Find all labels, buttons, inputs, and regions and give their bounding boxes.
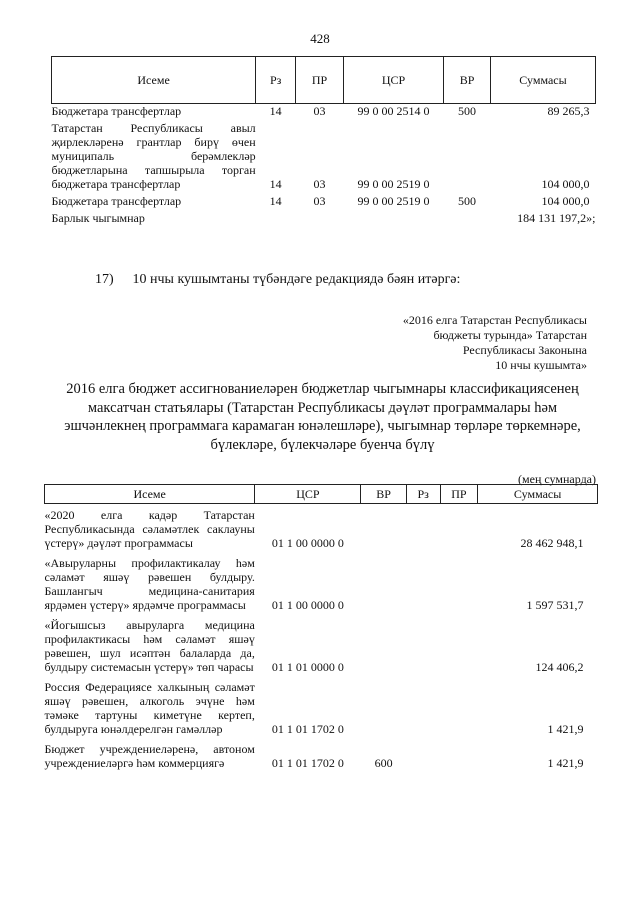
row-name: «Авыруларны профилактикалау һәм сәламәт яшәү рәвешен булдыру. Башлангыч медицина-санитария ярдәмен үстерү» ярдәмче программасы — [44, 556, 255, 612]
col-header-pr: ПР — [296, 57, 344, 104]
page-number: 428 — [310, 31, 330, 46]
row-sum: 104 000,0 — [541, 194, 590, 208]
row-name: Татарстан Республикасы авыл җирлекләренә грантлар бирү өчен муниципаль берәмлекләр бюджетларына тапшырыла торган бюджетара трансфертлар — [51, 121, 256, 191]
table-annex-10 — [44, 484, 598, 772]
row-rz — [256, 208, 296, 225]
col-header-rz: Рз — [256, 57, 296, 104]
table-row — [52, 104, 596, 119]
row-csr: 99 0 00 2519 0 — [357, 194, 430, 208]
units-note: (мең сумнарда) — [518, 472, 596, 486]
item-text: 10 нчы кушымтаны түбәндәге редакциядә бәян итәргә: — [132, 272, 461, 287]
row-name: Бюджет учреждениеләренә, автоном учреждениеләргә һәм коммерциягә — [44, 742, 255, 770]
row-sum: 1 421,9 — [547, 756, 584, 770]
table-row — [45, 676, 598, 738]
col-header-sum: Суммасы — [478, 485, 598, 504]
row-sum: 124 406,2 — [535, 660, 584, 674]
row-sum: 89 265,3 — [547, 104, 590, 118]
row-vr: 500 — [458, 194, 477, 208]
row-name: Бюджетара трансфертлар — [51, 104, 182, 118]
row-vr — [361, 676, 406, 738]
annex-line: «2016 елга Татарстан Республикасы — [402, 313, 587, 327]
table-row — [45, 504, 598, 553]
row-csr: 99 0 00 2519 0 — [357, 177, 430, 191]
row-sum: 28 462 948,1 — [520, 536, 584, 550]
row-vr: 500 — [458, 104, 477, 118]
row-csr: 01 1 00 0000 0 — [271, 536, 344, 550]
row-vr: 600 — [374, 756, 393, 770]
document-title — [50, 380, 595, 454]
row-name: Бюджетара трансфертлар — [51, 194, 182, 208]
row-pr — [296, 208, 344, 225]
annex-line: 10 нчы кушымта» — [495, 358, 587, 372]
table-row — [45, 738, 598, 772]
row-csr: 01 1 01 1702 0 — [271, 722, 344, 736]
item-number: 17) — [95, 272, 114, 287]
row-rz: 14 — [269, 177, 282, 191]
row-rz: 14 — [269, 194, 282, 208]
row-sum: 184 131 197,2»; — [517, 211, 596, 225]
col-header-vr: ВР — [361, 485, 406, 504]
row-sum: 1 421,9 — [547, 722, 584, 736]
row-csr: 99 0 00 2514 0 — [357, 104, 430, 118]
row-name: Россия Федерациясе халкының сәламәт яшәү рәвешен, алкоголь эчүне һәм тәмәке тартуны киметүне кертеп, булдыруга юнәлдерелгән гамәлләр — [44, 680, 255, 736]
row-rz — [406, 676, 440, 738]
row-csr — [343, 208, 443, 225]
table-row — [45, 552, 598, 614]
table-header-row — [45, 485, 598, 504]
row-pr — [440, 552, 478, 614]
col-header-csr: ЦСР — [343, 57, 443, 104]
row-csr: 01 1 01 0000 0 — [271, 660, 344, 674]
row-vr — [444, 208, 491, 225]
row-pr: 03 — [313, 177, 326, 191]
col-header-name: Исеме — [52, 57, 256, 104]
row-rz — [406, 614, 440, 676]
table-row — [52, 191, 596, 208]
row-vr — [361, 504, 406, 553]
row-rz: 14 — [269, 104, 282, 118]
row-vr — [361, 552, 406, 614]
table-row-total — [52, 208, 596, 225]
row-rz — [406, 738, 440, 772]
row-pr: 03 — [313, 104, 326, 118]
col-header-csr: ЦСР — [255, 485, 361, 504]
row-csr: 01 1 00 0000 0 — [271, 598, 344, 612]
col-header-rz: Рз — [406, 485, 440, 504]
row-pr — [440, 738, 478, 772]
col-header-name: Исеме — [45, 485, 255, 504]
row-name: «2020 елга кадәр Татарстан Республикасында сәламәтлек саклауны үстерү» дәүләт программасы — [44, 508, 255, 550]
row-rz — [406, 552, 440, 614]
row-sum: 104 000,0 — [541, 177, 590, 191]
title-line: максатчан статьялары (Татарстан Республикасы дәүләт программалары һәм — [87, 399, 558, 416]
annex-caption — [327, 313, 587, 373]
table-row — [52, 118, 596, 191]
table-previous-annex — [51, 56, 596, 225]
annex-line: бюджеты турында» Татарстан — [433, 328, 587, 342]
col-header-vr: ВР — [444, 57, 491, 104]
annex-line: Республикасы Законына — [462, 343, 587, 357]
row-sum: 1 597 531,7 — [526, 598, 584, 612]
table-row — [45, 614, 598, 676]
title-line: 2016 елга бюджет ассигнованиеләрен бюджетлар чыгымнары классификациясенең — [66, 381, 579, 397]
col-header-pr: ПР — [440, 485, 478, 504]
row-csr: 01 1 01 1702 0 — [271, 756, 344, 770]
table-header-row — [52, 57, 596, 104]
row-rz — [406, 504, 440, 553]
row-pr: 03 — [313, 194, 326, 208]
title-line: бүлекләре, бүлекчәләре буенча бүлү — [210, 436, 435, 453]
row-vr — [361, 614, 406, 676]
row-vr — [444, 118, 491, 191]
row-pr — [440, 504, 478, 553]
title-line: эшчәнлекнең программага карамаган юнәлешләре), чыгымнар төрләре төркемнәре, — [64, 418, 581, 434]
row-name: «Йогышсыз авыруларга медицина профилактикасы һәм сәламәт яшәү рәвешен, шул исәптән балаларда да, булдыру системасын үстерү» төп чарасы — [44, 618, 255, 674]
col-header-sum: Суммасы — [490, 57, 595, 104]
row-pr — [440, 614, 478, 676]
row-pr — [440, 676, 478, 738]
row-name: Барлык чыгымнар — [51, 211, 145, 225]
item-heading — [95, 272, 460, 288]
